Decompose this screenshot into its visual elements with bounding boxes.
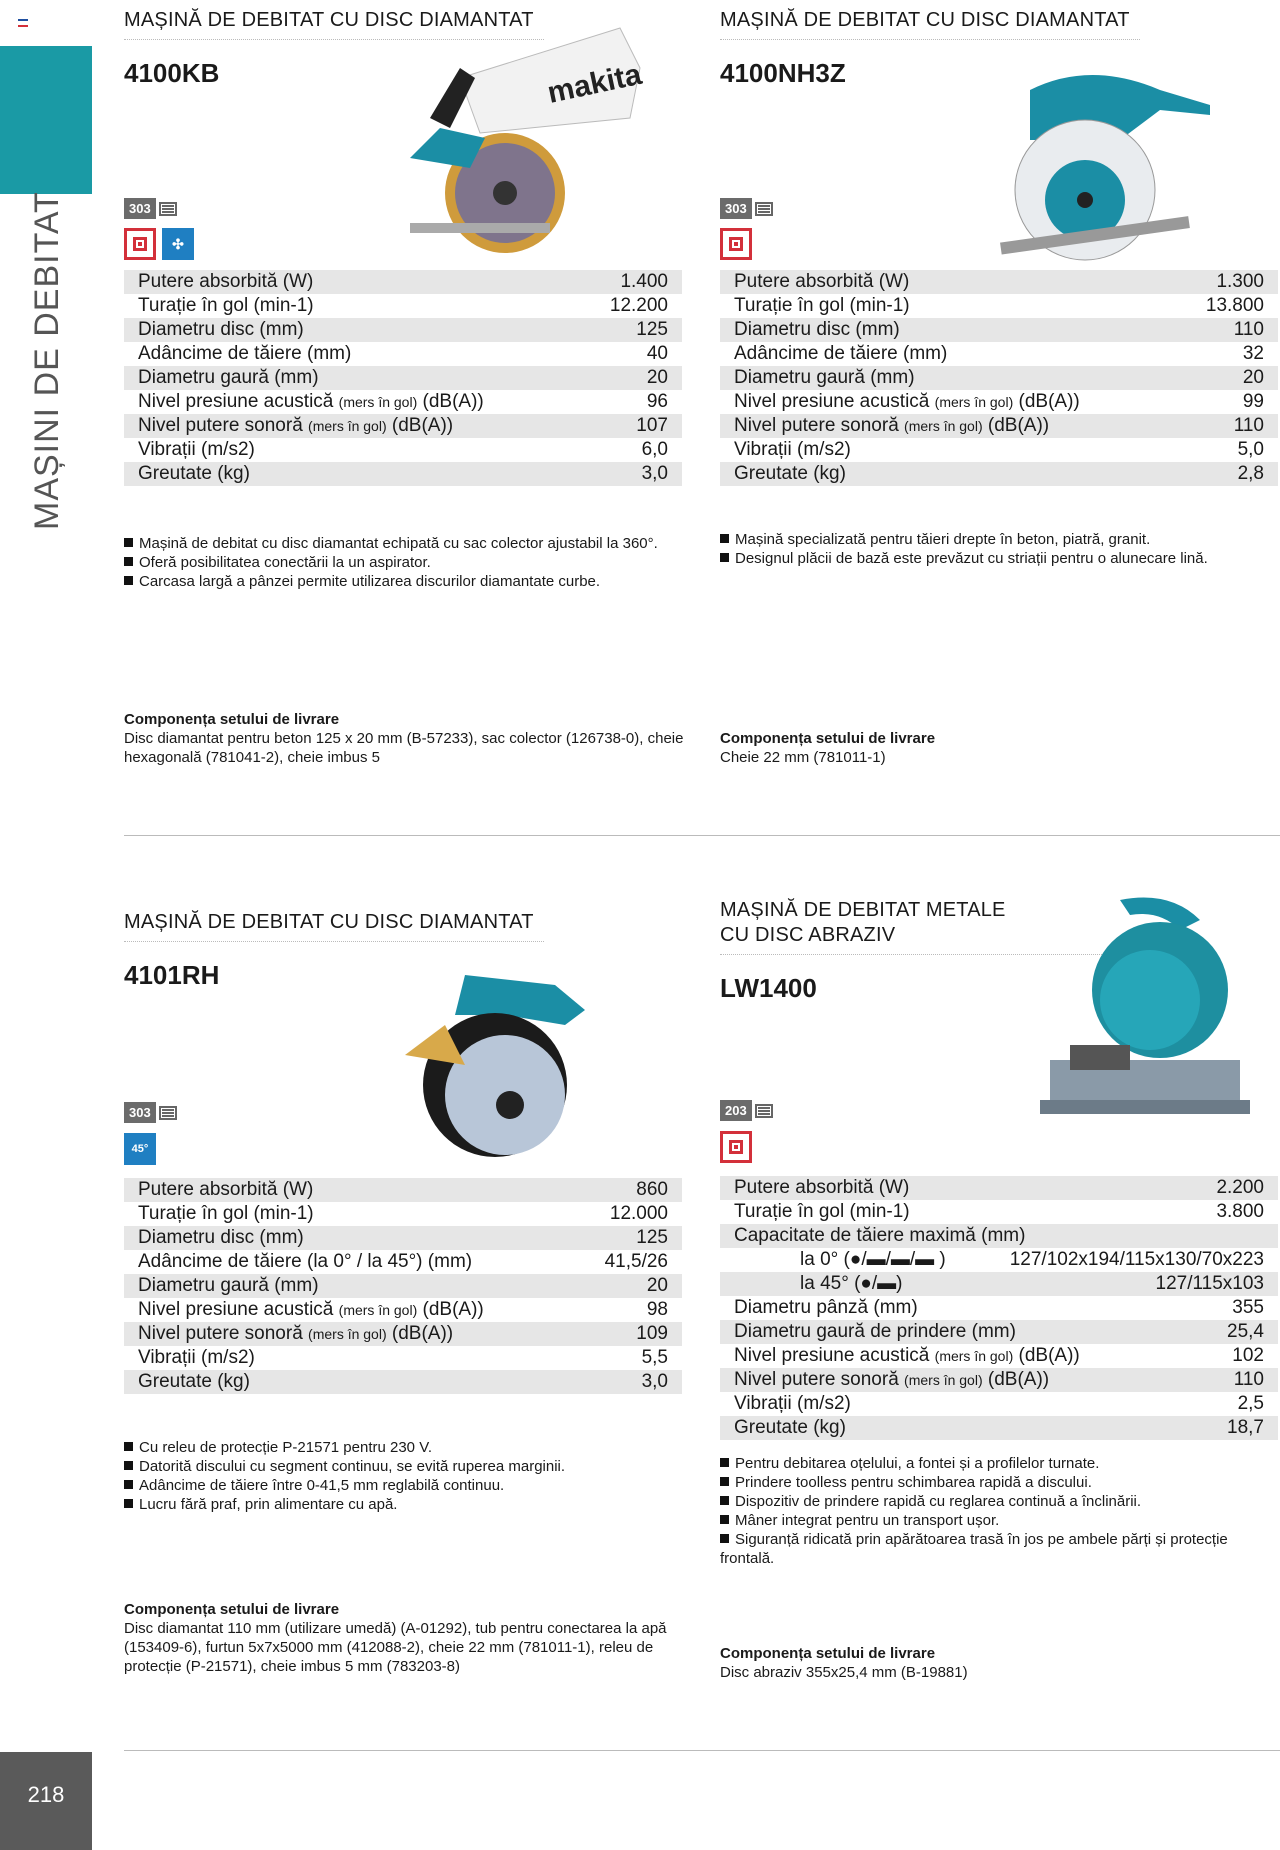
spec-value: 5,5: [641, 1347, 668, 1368]
delivery-text: Disc abraziv 355x25,4 mm (B-19881): [720, 1664, 968, 1681]
spec-value: 110: [1233, 1369, 1264, 1390]
spec-label: Putere absorbită (W): [734, 271, 910, 292]
feature-item: Lucru fără praf, prin alimentare cu apă.: [124, 1495, 689, 1514]
spec-row: [124, 1298, 682, 1322]
spec-row: [720, 1272, 1278, 1296]
spec-table: [124, 270, 682, 486]
bottom-divider: [124, 1750, 1280, 1751]
spec-label: Diametru gaură (mm): [734, 367, 915, 388]
page-number: 218: [0, 1752, 92, 1850]
saw-symbol-icon: [158, 199, 178, 219]
spec-row: [720, 1248, 1278, 1272]
spec-label: Vibrații (m/s2): [138, 439, 255, 460]
spec-table: [720, 1176, 1278, 1440]
spec-label: Adâncime de tăiere (la 0° / la 45°) (mm): [138, 1251, 473, 1272]
spec-value: 32: [1242, 343, 1264, 364]
spec-row: [720, 1416, 1278, 1440]
spec-row: [720, 438, 1278, 462]
saw-symbol-icon: [158, 1103, 178, 1123]
spec-label: Putere absorbită (W): [138, 1179, 314, 1200]
bevel-45-icon: 45°: [124, 1133, 156, 1165]
spec-value: 20: [1242, 367, 1264, 388]
spec-row: [720, 1176, 1278, 1200]
section-divider: [124, 835, 1280, 836]
spec-row: [124, 462, 682, 486]
spec-value: 6,0: [641, 439, 668, 460]
spec-row: [124, 1346, 682, 1370]
product-image-4100kb: [400, 8, 650, 258]
product-category: MAȘINĂ DE DEBITAT CU DISC DIAMANTAT: [720, 8, 1140, 40]
spec-label: Vibrații (m/s2): [138, 1347, 255, 1368]
spec-label: Diametru disc (mm): [138, 319, 304, 340]
spec-label: Greutate (kg): [734, 463, 846, 484]
product-model: 4100KB: [124, 58, 220, 88]
spec-value: 110: [1233, 415, 1264, 436]
spec-row: [124, 1322, 682, 1346]
feature-item: Cu releu de protecție P-21571 pentru 230 V.: [124, 1438, 689, 1457]
bullet-square-icon: [720, 1477, 729, 1486]
spec-label: Vibrații (m/s2): [734, 439, 851, 460]
spec-row: [124, 366, 682, 390]
spec-label: Nivel presiune acustică (mers în gol) (dB(A)): [138, 391, 484, 412]
spec-value: 355: [1232, 1297, 1264, 1318]
delivery-heading: Componența setului de livrare: [124, 1601, 340, 1618]
bullet-square-icon: [124, 1461, 133, 1470]
spec-value: 125: [636, 319, 668, 340]
spec-value: 20: [646, 367, 668, 388]
spec-row: [124, 1274, 682, 1298]
spec-row: [720, 1368, 1278, 1392]
product-category: MAȘINĂ DE DEBITAT METALE CU DISC ABRAZIV: [720, 898, 1140, 955]
bullet-square-icon: [124, 1499, 133, 1508]
spec-label: Nivel presiune acustică (mers în gol) (dB(A)): [734, 1345, 1080, 1366]
spec-label: Greutate (kg): [138, 1371, 250, 1392]
delivery-set: [124, 1600, 694, 1676]
spec-label: Diametru gaură de prindere (mm): [734, 1321, 1016, 1342]
bullet-square-icon: [720, 1534, 729, 1543]
bullet-square-icon: [720, 534, 729, 543]
feature-item: Adâncime de tăiere între 0-41,5 mm reglabilă continuu.: [124, 1476, 689, 1495]
product-model: 4100NH3Z: [720, 58, 846, 88]
spec-row: [720, 1344, 1278, 1368]
bullet-square-icon: [124, 538, 133, 547]
feature-item: Siguranță ridicată prin apărătoarea trasă în jos pe ambele părți și protecție frontală.: [720, 1531, 1228, 1567]
dust-extraction-icon: ✣: [162, 228, 194, 260]
language-flag-icon: [18, 19, 28, 26]
spec-label: la 45° (●/▬): [800, 1273, 903, 1294]
spec-value: 110: [1233, 319, 1264, 340]
feature-list: [720, 530, 1280, 568]
spec-table: [720, 270, 1278, 486]
delivery-text: Disc diamantat 110 mm (utilizare umedă) (A-01292), tub pentru conectarea la apă (153409-6), furtun 5x7x5000 mm (412088-2), cheie 22 mm (781011-1), releu de protecție (P-21571), cheie imbus 5 mm (783203-8): [124, 1620, 667, 1675]
spec-row: [124, 270, 682, 294]
product-image-lw1400: [1030, 890, 1260, 1130]
protection-relay-icon: [124, 228, 156, 260]
bullet-square-icon: [720, 1458, 729, 1467]
spec-row: [124, 438, 682, 462]
bullet-square-icon: [124, 1442, 133, 1451]
bullet-square-icon: [720, 1496, 729, 1505]
spec-value: 13.800: [1205, 295, 1264, 316]
spec-label: Vibrații (m/s2): [734, 1393, 851, 1414]
spec-value: 127/115x103: [1155, 1273, 1264, 1294]
spec-row: [124, 294, 682, 318]
spec-row: [720, 414, 1278, 438]
bullet-square-icon: [124, 1480, 133, 1489]
product-image-4101rh: [385, 955, 605, 1170]
product-badge: [720, 1100, 774, 1121]
spec-label: Adâncime de tăiere (mm): [138, 343, 352, 364]
spec-table: [124, 1178, 682, 1394]
spec-label: Turație în gol (min-1): [734, 295, 910, 316]
delivery-text: Cheie 22 mm (781011-1): [720, 749, 886, 766]
spec-label: Nivel putere sonoră (mers în gol) (dB(A)): [138, 415, 454, 436]
spec-value: 96: [646, 391, 668, 412]
spec-label: Diametru gaură (mm): [138, 1275, 319, 1296]
spec-value: 12.000: [609, 1203, 668, 1224]
bullet-square-icon: [720, 553, 729, 562]
spec-row: [720, 294, 1278, 318]
product-category: MAȘINĂ DE DEBITAT CU DISC DIAMANTAT: [124, 8, 544, 40]
protection-relay-icon: [720, 228, 752, 260]
spec-value: 3.800: [1216, 1201, 1264, 1222]
spec-value: 860: [636, 1179, 668, 1200]
product-badge: [124, 1102, 178, 1123]
spec-label: Greutate (kg): [138, 463, 250, 484]
spec-value: 40: [646, 343, 668, 364]
feature-item: Mașină specializată pentru tăieri drepte în beton, piatră, granit.: [720, 530, 1280, 549]
spec-row: [720, 1224, 1278, 1248]
feature-list: [124, 1438, 689, 1514]
delivery-heading: Componența setului de livrare: [124, 711, 340, 728]
spec-row: [720, 318, 1278, 342]
section-title: MAȘINI DE DEBITAT: [28, 191, 66, 530]
spec-label: Putere absorbită (W): [734, 1177, 910, 1198]
spec-label: Diametru disc (mm): [138, 1227, 304, 1248]
spec-value: 2.200: [1216, 1177, 1264, 1198]
spec-label: Putere absorbită (W): [138, 271, 314, 292]
spec-value: 3,0: [641, 463, 668, 484]
spec-row: [720, 1200, 1278, 1224]
spec-value: 2,5: [1237, 1393, 1264, 1414]
saw-symbol-icon: [754, 199, 774, 219]
spec-value: 2,8: [1237, 463, 1264, 484]
spec-label: Greutate (kg): [734, 1417, 846, 1438]
spec-value: 3,0: [641, 1371, 668, 1392]
spec-row: [720, 366, 1278, 390]
feature-icons: [720, 1131, 752, 1163]
spec-row: [124, 390, 682, 414]
feature-item: Prindere toolless pentru schimbarea rapidă a discului.: [720, 1473, 1280, 1492]
spec-value: 25,4: [1227, 1321, 1264, 1342]
feature-item: Designul plăcii de bază este prevăzut cu striații pentru o alunecare lină.: [720, 549, 1280, 568]
spec-row: [124, 1178, 682, 1202]
spec-label: Nivel presiune acustică (mers în gol) (dB(A)): [734, 391, 1080, 412]
spec-label: Turație în gol (min-1): [138, 295, 314, 316]
spec-label: Diametru gaură (mm): [138, 367, 319, 388]
spec-label: Nivel putere sonoră (mers în gol) (dB(A)): [138, 1323, 454, 1344]
spec-value: 99: [1242, 391, 1264, 412]
spec-row: [720, 390, 1278, 414]
spec-label: Nivel presiune acustică (mers în gol) (dB(A)): [138, 1299, 484, 1320]
spec-row: [124, 414, 682, 438]
spec-row: [720, 270, 1278, 294]
spec-label: Adâncime de tăiere (mm): [734, 343, 948, 364]
delivery-set: [720, 1644, 1280, 1682]
spec-row: [720, 1296, 1278, 1320]
spec-row: [124, 342, 682, 366]
badge-number: 203: [720, 1100, 752, 1121]
protection-relay-icon: [720, 1131, 752, 1163]
product-category: MAȘINĂ DE DEBITAT CU DISC DIAMANTAT: [124, 910, 544, 942]
badge-number: 303: [124, 1102, 156, 1123]
spec-label: Diametru disc (mm): [734, 319, 900, 340]
delivery-text: Disc diamantat pentru beton 125 x 20 mm (B-57233), sac colector (126738-0), cheie hexagonală (781041-2), cheie imbus 5: [124, 730, 684, 766]
product-badge: [124, 198, 178, 219]
spec-label: Capacitate de tăiere maximă (mm): [734, 1225, 1026, 1246]
spec-value: 41,5/26: [604, 1251, 668, 1272]
product-model: LW1400: [720, 973, 817, 1003]
badge-number: 303: [720, 198, 752, 219]
delivery-set: [720, 729, 1280, 767]
spec-row: [124, 1250, 682, 1274]
saw-symbol-icon: [754, 1101, 774, 1121]
bullet-square-icon: [124, 576, 133, 585]
feature-list: [720, 1454, 1280, 1568]
bullet-square-icon: [124, 557, 133, 566]
spec-label: la 0° (●/▬/▬/▬ ): [800, 1249, 946, 1270]
spec-label: Turație în gol (min-1): [734, 1201, 910, 1222]
spec-value: 109: [636, 1323, 668, 1344]
product-model: 4101RH: [124, 960, 220, 990]
feature-icons: [124, 228, 194, 260]
feature-icons: [124, 1133, 156, 1165]
delivery-heading: Componența setului de livrare: [720, 1645, 936, 1662]
spec-value: 125: [636, 1227, 668, 1248]
spec-label: Nivel putere sonoră (mers în gol) (dB(A)): [734, 415, 1050, 436]
delivery-set: [124, 710, 694, 767]
spec-row: [124, 1370, 682, 1394]
spec-value: 1.400: [620, 271, 668, 292]
spec-value: 102: [1232, 1345, 1264, 1366]
svg-text:makita: makita: [544, 57, 645, 110]
badge-number: 303: [124, 198, 156, 219]
spec-value: 20: [646, 1275, 668, 1296]
spec-label: Nivel putere sonoră (mers în gol) (dB(A)): [734, 1369, 1050, 1390]
spec-row: [124, 318, 682, 342]
product-image-4100nh3z: [970, 50, 1230, 270]
spec-value: 5,0: [1237, 439, 1264, 460]
spec-row: [124, 1226, 682, 1250]
spec-row: [720, 342, 1278, 366]
spec-label: Turație în gol (min-1): [138, 1203, 314, 1224]
feature-item: Pentru debitarea oțelului, a fontei și a profilelor turnate.: [720, 1454, 1280, 1473]
product-badge: [720, 198, 774, 219]
feature-item: Mâner integrat pentru un transport ușor.: [720, 1511, 1280, 1530]
feature-item: Dispozitiv de prindere rapidă cu reglarea continuă a înclinării.: [720, 1492, 1280, 1511]
spec-row: [720, 1392, 1278, 1416]
feature-list: [124, 534, 689, 591]
spec-value: 107: [636, 415, 668, 436]
delivery-heading: Componența setului de livrare: [720, 730, 936, 747]
section-color-tab: [0, 46, 92, 194]
feature-item: Mașină de debitat cu disc diamantat echipată cu sac colector ajustabil la 360°.: [124, 534, 689, 553]
spec-row: [124, 1202, 682, 1226]
spec-value: 18,7: [1227, 1417, 1264, 1438]
spec-value: 127/102x194/115x130/70x223: [1009, 1249, 1264, 1270]
spec-value: 98: [646, 1299, 668, 1320]
bullet-square-icon: [720, 1515, 729, 1524]
spec-row: [720, 462, 1278, 486]
feature-item: Carcasa largă a pânzei permite utilizarea discurilor diamantate curbe.: [124, 572, 689, 591]
feature-icons: [720, 228, 752, 260]
spec-label: Diametru pânză (mm): [734, 1297, 918, 1318]
spec-value: 1.300: [1216, 271, 1264, 292]
feature-item: Oferă posibilitatea conectării la un aspirator.: [124, 553, 689, 572]
spec-value: 12.200: [609, 295, 668, 316]
spec-row: [720, 1320, 1278, 1344]
feature-item: Datorită discului cu segment continuu, se evită ruperea marginii.: [124, 1457, 689, 1476]
